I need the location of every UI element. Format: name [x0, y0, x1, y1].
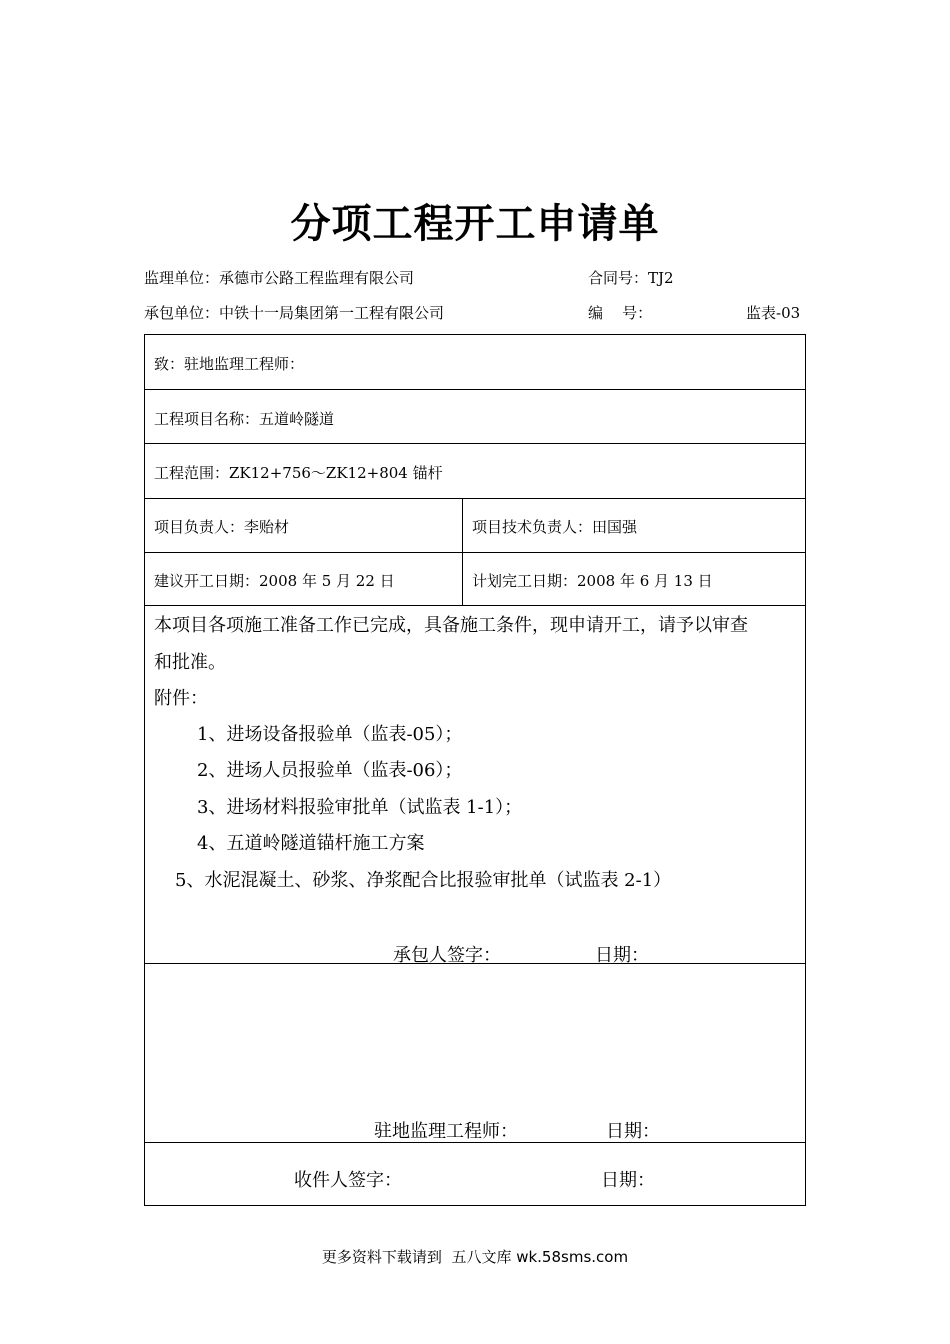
attachment-item: 1、进场设备报验单（监表-05）； — [197, 724, 463, 745]
project-leader: 项目负责人：李贻材 — [154, 518, 290, 536]
request-statement-cont: 和批准。 — [154, 652, 226, 673]
request-statement: 本项目各项施工准备工作已完成，具备施工条件，现申请开工，请予以审查 — [154, 615, 748, 636]
receiver-signature-label: 收件人签字： — [294, 1170, 402, 1191]
supervisor-unit: 监理单位：承德市公路工程监理有限公司 — [144, 269, 415, 287]
attachment-item: 5、水泥混凝土、砂浆、净浆配合比报验审批单（试监表 2-1） — [175, 870, 672, 891]
row-divider — [145, 605, 805, 606]
contractor-unit: 承包单位：中铁十一局集团第一工程有限公司 — [144, 304, 445, 322]
attachment-item: 3、进场材料报验审批单（试监表 1-1）； — [197, 797, 523, 818]
attachment-item: 2、进场人员报验单（监表-06）； — [197, 760, 463, 781]
contract-number: 合同号：TJ2 — [588, 269, 674, 287]
row-divider — [145, 552, 805, 553]
attachments-label: 附件： — [154, 688, 208, 709]
document-title: 分项工程开工申请单 — [290, 200, 660, 247]
technical-leader: 项目技术负责人：田国强 — [472, 518, 638, 536]
row-divider — [145, 498, 805, 499]
row-divider — [145, 389, 805, 390]
footer-download-note: 更多资料下载请到 五八文库 wk.58sms.com — [321, 1248, 629, 1266]
serial-number-label: 编 号： — [588, 304, 653, 322]
proposed-start-date: 建议开工日期：2008 年 5 月 22 日 — [154, 572, 395, 590]
work-scope: 工程范围：ZK12+756～ZK12+804 锚杆 — [154, 464, 443, 482]
planned-finish-date: 计划完工日期：2008 年 6 月 13 日 — [472, 572, 713, 590]
application-table — [144, 334, 806, 1206]
project-name: 工程项目名称：五道岭隧道 — [154, 410, 335, 428]
contractor-date-label: 日期： — [595, 945, 649, 966]
column-divider — [462, 498, 463, 605]
row-divider — [145, 443, 805, 444]
engineer-signature-label: 驻地监理工程师： — [374, 1121, 518, 1142]
form-code: 监表-03 — [746, 304, 801, 322]
engineer-date-label: 日期： — [606, 1121, 660, 1142]
receiver-date-label: 日期： — [601, 1170, 655, 1191]
addressee: 致：驻地监理工程师： — [154, 355, 305, 373]
attachment-item: 4、五道岭隧道锚杆施工方案 — [197, 833, 425, 854]
contractor-signature-label: 承包人签字： — [393, 945, 501, 966]
